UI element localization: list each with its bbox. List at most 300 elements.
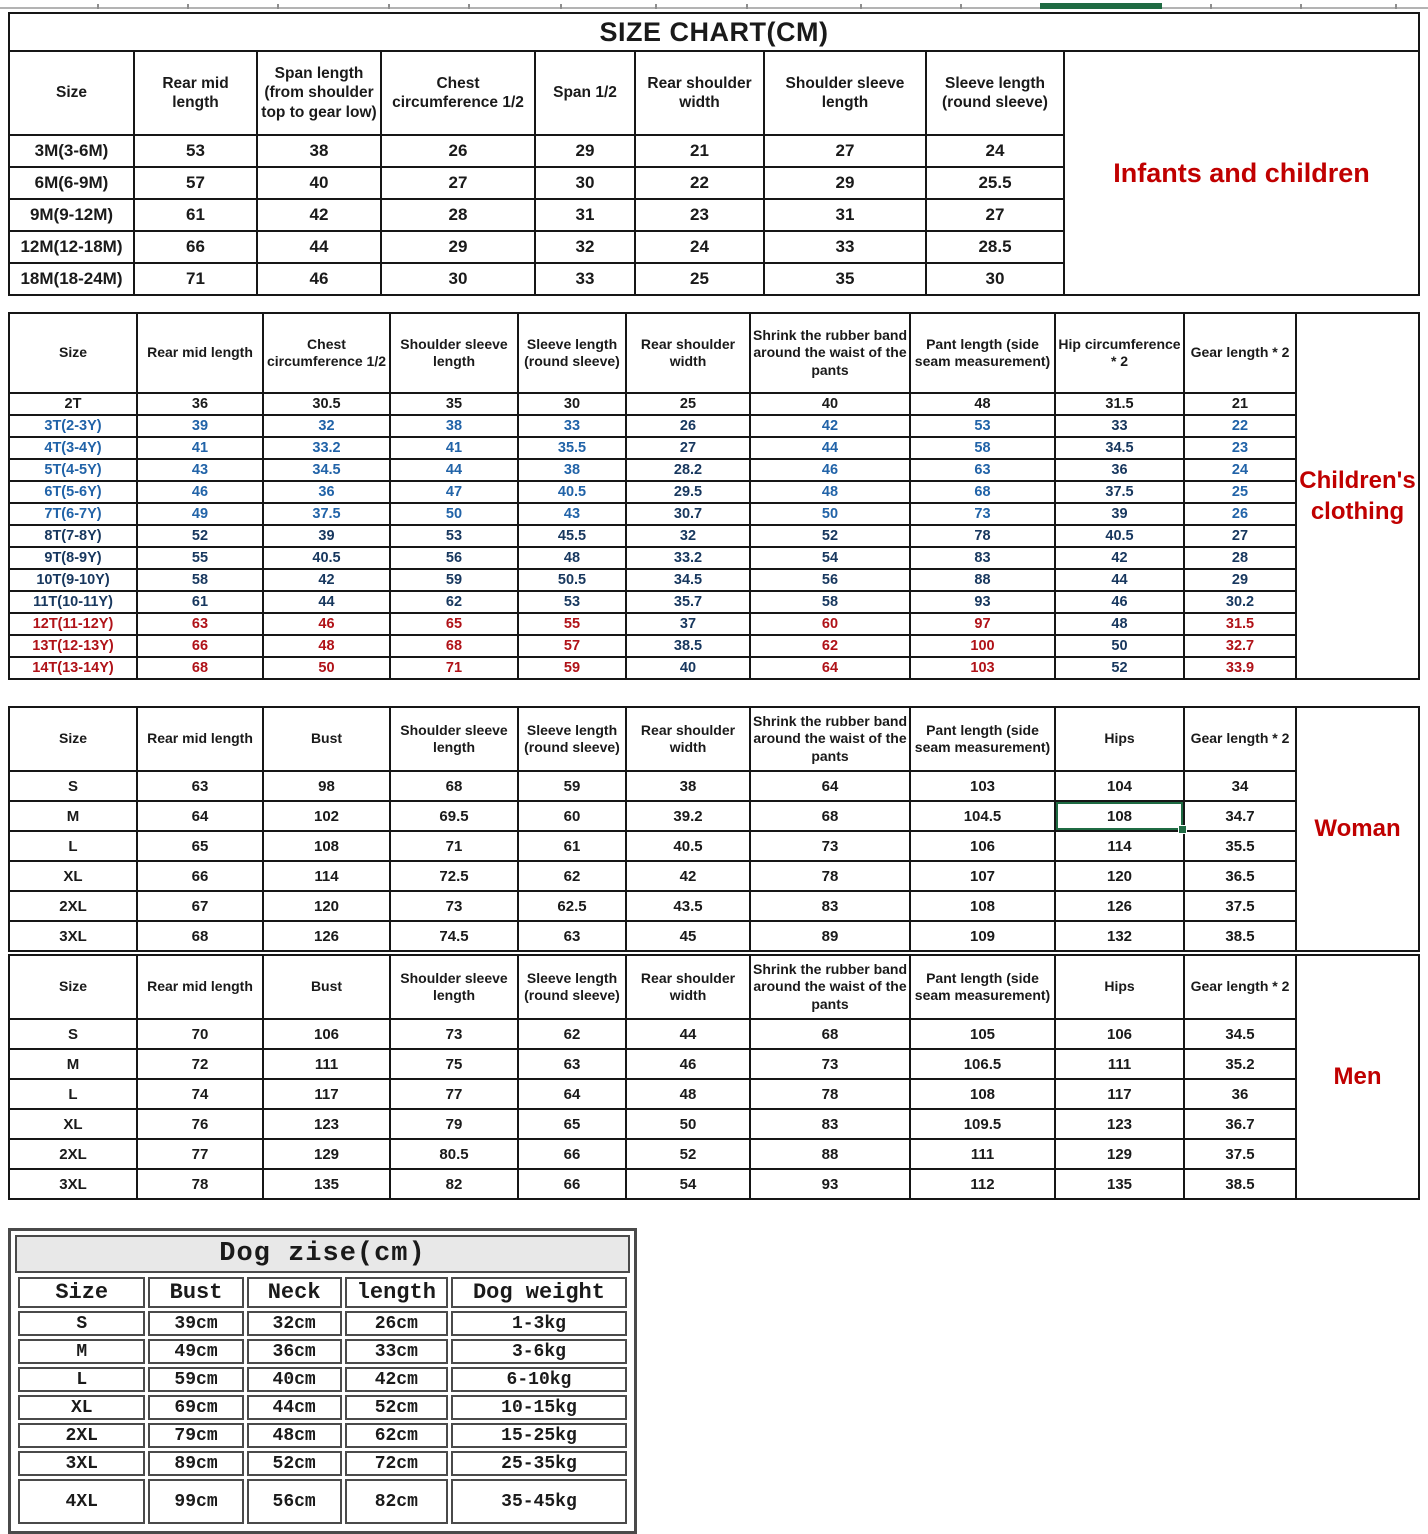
table-row bbox=[9, 569, 1296, 591]
table-cell: 69.5 bbox=[390, 801, 518, 831]
table-cell: 39.2 bbox=[626, 801, 750, 831]
table-cell: 93 bbox=[750, 1169, 910, 1199]
column-header: length bbox=[345, 1277, 448, 1308]
table-cell: 42cm bbox=[345, 1367, 448, 1392]
table-cell: 37 bbox=[626, 613, 750, 635]
table-cell: 64 bbox=[518, 1079, 626, 1109]
table-cell: 24 bbox=[635, 231, 764, 263]
table-cell: 49 bbox=[137, 503, 263, 525]
table-cell: 112 bbox=[910, 1169, 1055, 1199]
table-cell: 23 bbox=[635, 199, 764, 231]
column-header: Bust bbox=[263, 955, 390, 1019]
table-cell: 34.5 bbox=[626, 569, 750, 591]
table-cell: 83 bbox=[750, 891, 910, 921]
table-cell: 33 bbox=[1055, 415, 1184, 437]
table-cell: 39 bbox=[1055, 503, 1184, 525]
table-cell: 26 bbox=[1184, 503, 1296, 525]
table-cell: 114 bbox=[263, 861, 390, 891]
column-header: Sleeve length (round sleeve) bbox=[518, 313, 626, 393]
table-cell: 47 bbox=[390, 481, 518, 503]
table-cell: 48 bbox=[263, 635, 390, 657]
table-cell: 66 bbox=[137, 635, 263, 657]
table-cell: 62 bbox=[390, 591, 518, 613]
table-cell: 98 bbox=[263, 771, 390, 801]
table-cell: 3M(3-6M) bbox=[9, 135, 134, 167]
table-cell: 80.5 bbox=[390, 1139, 518, 1169]
table-cell: 36.7 bbox=[1184, 1109, 1296, 1139]
column-header: Size bbox=[9, 955, 137, 1019]
column-header: Hip circumference * 2 bbox=[1055, 313, 1184, 393]
table-cell: 6-10kg bbox=[451, 1367, 627, 1392]
table-cell: 60 bbox=[518, 801, 626, 831]
table-cell: 56cm bbox=[247, 1479, 342, 1524]
column-header: Shoulder sleeve length bbox=[764, 51, 926, 135]
table-cell: 36 bbox=[1184, 1079, 1296, 1109]
column-header: Rear mid length bbox=[137, 707, 263, 771]
table-cell: 44 bbox=[626, 1019, 750, 1049]
table-cell: 126 bbox=[1055, 891, 1184, 921]
dog-table-title: Dog zise(cm) bbox=[15, 1235, 630, 1273]
table-cell: M bbox=[18, 1339, 145, 1364]
table-cell: 78 bbox=[910, 525, 1055, 547]
table-cell: 6M(6-9M) bbox=[9, 167, 134, 199]
table-cell: 27 bbox=[1184, 525, 1296, 547]
column-header: Sleeve length (round sleeve) bbox=[926, 51, 1064, 135]
table-cell: 32 bbox=[263, 415, 390, 437]
table-cell: 72.5 bbox=[390, 861, 518, 891]
column-header: Shoulder sleeve length bbox=[390, 313, 518, 393]
table-cell: 53 bbox=[518, 591, 626, 613]
table-cell: 58 bbox=[750, 591, 910, 613]
table-cell: 64 bbox=[750, 771, 910, 801]
table-cell: 34.7 bbox=[1184, 801, 1296, 831]
table-cell: 40.5 bbox=[626, 831, 750, 861]
table-cell: 22 bbox=[635, 167, 764, 199]
table-row bbox=[18, 1339, 627, 1364]
column-header: Rear mid length bbox=[137, 955, 263, 1019]
children-label: Children's clothing bbox=[1295, 312, 1420, 680]
table-cell: 120 bbox=[1055, 861, 1184, 891]
table-cell: 61 bbox=[518, 831, 626, 861]
table-cell: 43 bbox=[137, 459, 263, 481]
table-cell: 9T(8-9Y) bbox=[9, 547, 137, 569]
column-header: Size bbox=[18, 1277, 145, 1308]
table-cell: 34.5 bbox=[263, 459, 390, 481]
table-row bbox=[9, 167, 1064, 199]
table-cell: 63 bbox=[137, 771, 263, 801]
table-row bbox=[9, 591, 1296, 613]
table-cell: 69cm bbox=[148, 1395, 243, 1420]
table-cell: 63 bbox=[910, 459, 1055, 481]
table-cell: 30 bbox=[926, 263, 1064, 295]
column-header: Size bbox=[9, 51, 134, 135]
table-row bbox=[18, 1395, 627, 1420]
table-cell: 54 bbox=[750, 547, 910, 569]
table-cell: 40cm bbox=[247, 1367, 342, 1392]
infants-table bbox=[8, 50, 1065, 296]
table-cell: 72cm bbox=[345, 1451, 448, 1476]
table-cell: 3XL bbox=[9, 921, 137, 951]
column-header: Hips bbox=[1055, 955, 1184, 1019]
table-cell: 36.5 bbox=[1184, 861, 1296, 891]
infants-section bbox=[8, 12, 1420, 296]
table-cell: 33cm bbox=[345, 1339, 448, 1364]
table-cell: 35.7 bbox=[626, 591, 750, 613]
table-cell: 89 bbox=[750, 921, 910, 951]
table-cell: 48 bbox=[750, 481, 910, 503]
table-cell: 50 bbox=[390, 503, 518, 525]
table-cell: 11T(10-11Y) bbox=[9, 591, 137, 613]
table-cell: 108 bbox=[910, 891, 1055, 921]
table-cell: 62.5 bbox=[518, 891, 626, 921]
table-row bbox=[9, 481, 1296, 503]
table-cell: 33 bbox=[535, 263, 635, 295]
table-cell: 29 bbox=[764, 167, 926, 199]
grid-tick bbox=[97, 4, 99, 9]
column-header: Rear shoulder width bbox=[626, 707, 750, 771]
table-cell: 40 bbox=[257, 167, 381, 199]
table-cell: 34 bbox=[1184, 771, 1296, 801]
table-cell: 111 bbox=[910, 1139, 1055, 1169]
table-cell: 48 bbox=[518, 547, 626, 569]
table-cell: 68 bbox=[390, 771, 518, 801]
table-cell: 33.9 bbox=[1184, 657, 1296, 679]
table-cell: 28.2 bbox=[626, 459, 750, 481]
table-cell: 34.5 bbox=[1055, 437, 1184, 459]
table-cell: 37.5 bbox=[1184, 891, 1296, 921]
children-section bbox=[8, 312, 1420, 680]
table-cell: 68 bbox=[137, 657, 263, 679]
column-header: Rear mid length bbox=[134, 51, 257, 135]
table-cell: 43.5 bbox=[626, 891, 750, 921]
table-cell: 58 bbox=[137, 569, 263, 591]
table-cell: 24 bbox=[926, 135, 1064, 167]
table-cell: 3-6kg bbox=[451, 1339, 627, 1364]
table-cell: 59cm bbox=[148, 1367, 243, 1392]
table-cell: 105 bbox=[910, 1019, 1055, 1049]
table-cell: 50 bbox=[263, 657, 390, 679]
table-row bbox=[9, 525, 1296, 547]
table-cell: 25.5 bbox=[926, 167, 1064, 199]
table-cell: 72 bbox=[137, 1049, 263, 1079]
table-cell: 55 bbox=[518, 613, 626, 635]
table-cell: 93 bbox=[910, 591, 1055, 613]
table-cell: 59 bbox=[518, 657, 626, 679]
table-cell: 56 bbox=[390, 547, 518, 569]
table-row bbox=[9, 263, 1064, 295]
table-cell: 36cm bbox=[247, 1339, 342, 1364]
table-cell: L bbox=[18, 1367, 145, 1392]
grid-tick bbox=[468, 4, 470, 9]
table-cell: 44 bbox=[390, 459, 518, 481]
table-cell: 66 bbox=[518, 1139, 626, 1169]
table-cell: 46 bbox=[263, 613, 390, 635]
table-cell: S bbox=[18, 1311, 145, 1336]
column-header: Hips bbox=[1055, 707, 1184, 771]
table-cell: L bbox=[9, 831, 137, 861]
table-cell: 8T(7-8Y) bbox=[9, 525, 137, 547]
column-header: Shoulder sleeve length bbox=[390, 707, 518, 771]
column-header: Chest circumference 1/2 bbox=[263, 313, 390, 393]
table-cell: 52 bbox=[137, 525, 263, 547]
table-cell: 42 bbox=[1055, 547, 1184, 569]
table-cell: 38 bbox=[390, 415, 518, 437]
selected-cell: 108 bbox=[1055, 801, 1184, 831]
table-cell: 3XL bbox=[18, 1451, 145, 1476]
table-cell: 30.7 bbox=[626, 503, 750, 525]
table-cell: 64 bbox=[750, 657, 910, 679]
table-cell: 64 bbox=[137, 801, 263, 831]
table-row bbox=[9, 199, 1064, 231]
table-cell: 63 bbox=[518, 1049, 626, 1079]
table-cell: 52 bbox=[750, 525, 910, 547]
table-cell: 45.5 bbox=[518, 525, 626, 547]
table-cell: 74 bbox=[137, 1079, 263, 1109]
table-cell: 30 bbox=[535, 167, 635, 199]
woman-section bbox=[8, 706, 1420, 952]
table-row bbox=[9, 1079, 1296, 1109]
table-cell: 135 bbox=[1055, 1169, 1184, 1199]
table-cell: XL bbox=[9, 1109, 137, 1139]
table-cell: M bbox=[9, 801, 137, 831]
table-row bbox=[9, 231, 1064, 263]
table-cell: 44 bbox=[750, 437, 910, 459]
grid-tick bbox=[277, 4, 279, 9]
table-row bbox=[18, 1367, 627, 1392]
table-row bbox=[9, 1169, 1296, 1199]
column-header: Pant length (side seam measurement) bbox=[910, 313, 1055, 393]
table-cell: 62 bbox=[518, 1019, 626, 1049]
table-cell: 41 bbox=[390, 437, 518, 459]
table-cell: 46 bbox=[626, 1049, 750, 1079]
table-cell: 37.5 bbox=[1055, 481, 1184, 503]
table-cell: 24 bbox=[1184, 459, 1296, 481]
table-cell: 65 bbox=[137, 831, 263, 861]
table-cell: 46 bbox=[137, 481, 263, 503]
column-header: Shrink the rubber band around the waist of the pants bbox=[750, 313, 910, 393]
table-cell: 50.5 bbox=[518, 569, 626, 591]
table-cell: 45 bbox=[626, 921, 750, 951]
table-cell: 89cm bbox=[148, 1451, 243, 1476]
table-row bbox=[9, 801, 1296, 831]
table-row bbox=[9, 1109, 1296, 1139]
column-header: Gear length * 2 bbox=[1184, 313, 1296, 393]
column-header: Shrink the rubber band around the waist of the pants bbox=[750, 955, 910, 1019]
table-row bbox=[9, 393, 1296, 415]
table-cell: 35-45kg bbox=[451, 1479, 627, 1524]
table-cell: 29 bbox=[1184, 569, 1296, 591]
table-cell: 48 bbox=[1055, 613, 1184, 635]
table-cell: 73 bbox=[390, 891, 518, 921]
column-header: Span length (from shoulder top to gear low) bbox=[257, 51, 381, 135]
table-cell: 10T(9-10Y) bbox=[9, 569, 137, 591]
table-cell: 40.5 bbox=[1055, 525, 1184, 547]
table-cell: 111 bbox=[1055, 1049, 1184, 1079]
table-cell: 61 bbox=[134, 199, 257, 231]
table-cell: 40.5 bbox=[518, 481, 626, 503]
table-cell: 33.2 bbox=[626, 547, 750, 569]
table-cell: 31 bbox=[535, 199, 635, 231]
table-row bbox=[9, 657, 1296, 679]
table-cell: 35.5 bbox=[1184, 831, 1296, 861]
table-cell: 15-25kg bbox=[451, 1423, 627, 1448]
table-cell: 21 bbox=[1184, 393, 1296, 415]
table-cell: 68 bbox=[910, 481, 1055, 503]
table-cell: 32 bbox=[626, 525, 750, 547]
table-cell: 23 bbox=[1184, 437, 1296, 459]
column-header: Gear length * 2 bbox=[1184, 707, 1296, 771]
table-row bbox=[9, 135, 1064, 167]
table-cell: XL bbox=[18, 1395, 145, 1420]
table-cell: 40 bbox=[626, 657, 750, 679]
table-cell: 22 bbox=[1184, 415, 1296, 437]
table-cell: 102 bbox=[263, 801, 390, 831]
table-cell: 46 bbox=[257, 263, 381, 295]
table-cell: 58 bbox=[910, 437, 1055, 459]
table-cell: 2XL bbox=[18, 1423, 145, 1448]
table-row bbox=[9, 831, 1296, 861]
table-row bbox=[9, 861, 1296, 891]
table-cell: 40 bbox=[750, 393, 910, 415]
table-cell: 78 bbox=[750, 1079, 910, 1109]
table-cell: 129 bbox=[1055, 1139, 1184, 1169]
table-cell: 48cm bbox=[247, 1423, 342, 1448]
table-row bbox=[9, 635, 1296, 657]
table-cell: 4XL bbox=[18, 1479, 145, 1524]
table-cell: 10-15kg bbox=[451, 1395, 627, 1420]
table-cell: 28 bbox=[1184, 547, 1296, 569]
table-cell: 42 bbox=[263, 569, 390, 591]
table-cell: 52cm bbox=[247, 1451, 342, 1476]
table-cell: 78 bbox=[750, 861, 910, 891]
table-cell: 25 bbox=[1184, 481, 1296, 503]
table-cell: 48 bbox=[626, 1079, 750, 1109]
table-cell: S bbox=[9, 1019, 137, 1049]
table-cell: 13T(12-13Y) bbox=[9, 635, 137, 657]
table-cell: 57 bbox=[134, 167, 257, 199]
table-cell: 1-3kg bbox=[451, 1311, 627, 1336]
column-header: Pant length (side seam measurement) bbox=[910, 955, 1055, 1019]
table-cell: 48 bbox=[910, 393, 1055, 415]
table-cell: 2T bbox=[9, 393, 137, 415]
table-cell: 38 bbox=[518, 459, 626, 481]
table-cell: 73 bbox=[390, 1019, 518, 1049]
table-cell: 18M(18-24M) bbox=[9, 263, 134, 295]
table-cell: 68 bbox=[390, 635, 518, 657]
table-cell: 38.5 bbox=[1184, 921, 1296, 951]
table-cell: 35.2 bbox=[1184, 1049, 1296, 1079]
table-cell: 61 bbox=[137, 591, 263, 613]
table-cell: 56 bbox=[750, 569, 910, 591]
table-cell: 50 bbox=[1055, 635, 1184, 657]
table-row bbox=[18, 1479, 627, 1524]
table-cell: 40.5 bbox=[263, 547, 390, 569]
table-cell: 53 bbox=[390, 525, 518, 547]
table-cell: 79 bbox=[390, 1109, 518, 1139]
table-cell: 74.5 bbox=[390, 921, 518, 951]
table-cell: 42 bbox=[257, 199, 381, 231]
table-cell: 123 bbox=[1055, 1109, 1184, 1139]
table-cell: 36 bbox=[1055, 459, 1184, 481]
table-cell: 36 bbox=[263, 481, 390, 503]
table-cell: 39cm bbox=[148, 1311, 243, 1336]
table-cell: 59 bbox=[390, 569, 518, 591]
table-cell: 38 bbox=[257, 135, 381, 167]
table-cell: 44cm bbox=[247, 1395, 342, 1420]
table-cell: 27 bbox=[764, 135, 926, 167]
table-cell: 32cm bbox=[247, 1311, 342, 1336]
column-header: Size bbox=[9, 707, 137, 771]
table-cell: 62 bbox=[518, 861, 626, 891]
table-cell: 111 bbox=[263, 1049, 390, 1079]
table-cell: 106.5 bbox=[910, 1049, 1055, 1079]
table-cell: 29 bbox=[381, 231, 535, 263]
grid-tick bbox=[1395, 4, 1397, 9]
grid-tick bbox=[1210, 4, 1212, 9]
table-cell: 25-35kg bbox=[451, 1451, 627, 1476]
table-cell: 30.2 bbox=[1184, 591, 1296, 613]
table-cell: 59 bbox=[518, 771, 626, 801]
table-cell: 99cm bbox=[148, 1479, 243, 1524]
table-cell: 38.5 bbox=[1184, 1169, 1296, 1199]
grid-tick bbox=[187, 4, 189, 9]
table-cell: 27 bbox=[926, 199, 1064, 231]
table-cell: 104.5 bbox=[910, 801, 1055, 831]
table-cell: 21 bbox=[635, 135, 764, 167]
table-cell: 60 bbox=[750, 613, 910, 635]
table-cell: 53 bbox=[134, 135, 257, 167]
table-cell: 3XL bbox=[9, 1169, 137, 1199]
table-cell: 31 bbox=[764, 199, 926, 231]
table-cell: 67 bbox=[137, 891, 263, 921]
table-cell: 35 bbox=[764, 263, 926, 295]
grid-tick bbox=[860, 4, 862, 9]
column-header: Bust bbox=[148, 1277, 243, 1308]
table-cell: 28 bbox=[381, 199, 535, 231]
column-header: Shoulder sleeve length bbox=[390, 955, 518, 1019]
table-cell: 100 bbox=[910, 635, 1055, 657]
page-title: SIZE CHART(CM) bbox=[8, 12, 1420, 52]
table-cell: 41 bbox=[137, 437, 263, 459]
selected-column-indicator bbox=[1040, 3, 1162, 9]
table-cell: 44 bbox=[1055, 569, 1184, 591]
dog-table bbox=[15, 1274, 630, 1527]
table-cell: 83 bbox=[910, 547, 1055, 569]
column-header: Sleeve length (round sleeve) bbox=[518, 707, 626, 771]
men-table bbox=[8, 954, 1297, 1200]
table-cell: 117 bbox=[263, 1079, 390, 1109]
table-row bbox=[9, 891, 1296, 921]
table-cell: 27 bbox=[381, 167, 535, 199]
table-cell: 63 bbox=[137, 613, 263, 635]
table-cell: 32 bbox=[535, 231, 635, 263]
grid-tick bbox=[960, 4, 962, 9]
table-cell: 37.5 bbox=[1184, 1139, 1296, 1169]
table-cell: 2XL bbox=[9, 891, 137, 921]
table-cell: 73 bbox=[910, 503, 1055, 525]
table-cell: 42 bbox=[626, 861, 750, 891]
table-cell: 106 bbox=[263, 1019, 390, 1049]
table-cell: 77 bbox=[137, 1139, 263, 1169]
table-cell: 66 bbox=[134, 231, 257, 263]
table-cell: 9M(9-12M) bbox=[9, 199, 134, 231]
table-cell: 73 bbox=[750, 1049, 910, 1079]
table-cell: 68 bbox=[750, 1019, 910, 1049]
table-cell: 135 bbox=[263, 1169, 390, 1199]
table-cell: 49cm bbox=[148, 1339, 243, 1364]
table-cell: 65 bbox=[518, 1109, 626, 1139]
table-row bbox=[9, 437, 1296, 459]
